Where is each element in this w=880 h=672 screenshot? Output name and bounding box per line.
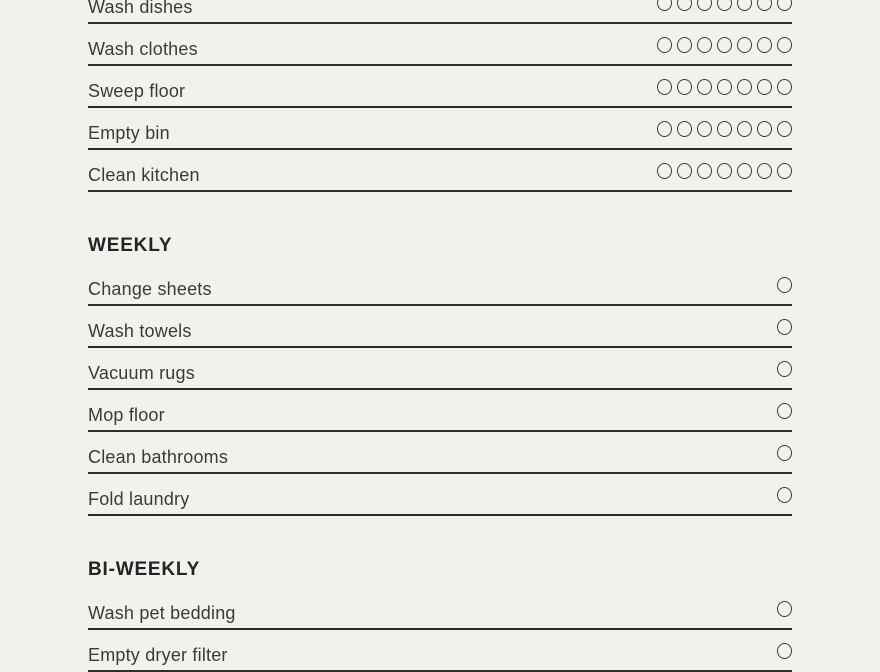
- checkbox-circle-icon[interactable]: [777, 403, 792, 419]
- checkbox-circle-icon[interactable]: [697, 0, 712, 11]
- checkbox-circle-icon[interactable]: [757, 37, 772, 53]
- task-label: Change sheets: [88, 279, 212, 299]
- checkbox-group: [777, 361, 792, 377]
- checklist: [88, 0, 792, 672]
- checkbox-circle-icon[interactable]: [737, 163, 752, 179]
- checkbox-circle-icon[interactable]: [657, 79, 672, 95]
- checklist-row: [88, 264, 792, 306]
- checkbox-circle-icon[interactable]: [777, 487, 792, 503]
- checkbox-circle-icon[interactable]: [717, 79, 732, 95]
- checkbox-group: [777, 487, 792, 503]
- checklist-row: [88, 432, 792, 474]
- checklist-row: [88, 306, 792, 348]
- checkbox-circle-icon[interactable]: [697, 79, 712, 95]
- checkbox-group: [657, 0, 792, 11]
- task-label: Clean bathrooms: [88, 447, 229, 467]
- checkbox-circle-icon[interactable]: [757, 121, 772, 137]
- checkbox-group: [777, 277, 792, 293]
- checkbox-circle-icon[interactable]: [757, 163, 772, 179]
- task-label: Empty dryer filter: [88, 645, 228, 665]
- section-title: WEEKLY: [88, 235, 173, 256]
- checkbox-group: [777, 319, 792, 335]
- checkbox-group: [777, 403, 792, 419]
- task-label: Vacuum rugs: [88, 363, 195, 383]
- task-label: Fold laundry: [88, 489, 190, 509]
- checkbox-circle-icon[interactable]: [777, 319, 792, 335]
- checkbox-group: [657, 163, 792, 179]
- checkbox-circle-icon[interactable]: [697, 163, 712, 179]
- checkbox-circle-icon[interactable]: [657, 37, 672, 53]
- checkbox-circle-icon[interactable]: [777, 163, 792, 179]
- checkbox-circle-icon[interactable]: [717, 121, 732, 137]
- task-label: Wash clothes: [88, 39, 198, 59]
- checkbox-circle-icon[interactable]: [657, 121, 672, 137]
- task-label: Empty bin: [88, 123, 170, 143]
- checkbox-group: [657, 37, 792, 53]
- task-label: Wash dishes: [88, 0, 193, 17]
- section-weekly: [88, 234, 792, 516]
- checkbox-circle-icon[interactable]: [677, 0, 692, 11]
- checkbox-circle-icon[interactable]: [777, 361, 792, 377]
- checkbox-circle-icon[interactable]: [737, 0, 752, 11]
- checklist-row: [88, 348, 792, 390]
- task-label: Mop floor: [88, 405, 165, 425]
- checkbox-circle-icon[interactable]: [777, 79, 792, 95]
- checkbox-circle-icon[interactable]: [757, 0, 772, 11]
- checkbox-circle-icon[interactable]: [677, 121, 692, 137]
- checkbox-circle-icon[interactable]: [677, 163, 692, 179]
- checkbox-circle-icon[interactable]: [737, 121, 752, 137]
- checkbox-circle-icon[interactable]: [777, 445, 792, 461]
- checkbox-circle-icon[interactable]: [777, 0, 792, 11]
- checklist-row: [88, 66, 792, 108]
- section-rows: [88, 588, 792, 672]
- section-bi-weekly: [88, 558, 792, 672]
- checkbox-circle-icon[interactable]: [757, 79, 772, 95]
- checklist-row: [88, 24, 792, 66]
- checklist-row: [88, 390, 792, 432]
- checklist-row: [88, 474, 792, 516]
- checkbox-group: [777, 445, 792, 461]
- checkbox-circle-icon[interactable]: [717, 37, 732, 53]
- checkbox-circle-icon[interactable]: [677, 79, 692, 95]
- checkbox-circle-icon[interactable]: [777, 121, 792, 137]
- checkbox-circle-icon[interactable]: [717, 0, 732, 11]
- checkbox-group: [777, 643, 792, 659]
- checkbox-circle-icon[interactable]: [777, 277, 792, 293]
- checklist-row: [88, 108, 792, 150]
- checkbox-group: [777, 601, 792, 617]
- checkbox-circle-icon[interactable]: [677, 37, 692, 53]
- task-label: Wash towels: [88, 321, 192, 341]
- checkbox-circle-icon[interactable]: [737, 79, 752, 95]
- checkbox-circle-icon[interactable]: [657, 163, 672, 179]
- checklist-row: [88, 630, 792, 672]
- checklist-row: [88, 0, 792, 24]
- section-daily: [88, 0, 792, 192]
- checkbox-group: [657, 121, 792, 137]
- checkbox-group: [657, 79, 792, 95]
- section-rows: [88, 0, 792, 192]
- checkbox-circle-icon[interactable]: [657, 0, 672, 11]
- section-rows: [88, 264, 792, 516]
- task-label: Clean kitchen: [88, 165, 200, 185]
- checkbox-circle-icon[interactable]: [697, 121, 712, 137]
- task-label: Wash pet bedding: [88, 603, 236, 623]
- checklist-row: [88, 588, 792, 630]
- checkbox-circle-icon[interactable]: [737, 37, 752, 53]
- checkbox-circle-icon[interactable]: [697, 37, 712, 53]
- checkbox-circle-icon[interactable]: [777, 601, 792, 617]
- checkbox-circle-icon[interactable]: [717, 163, 732, 179]
- checkbox-circle-icon[interactable]: [777, 643, 792, 659]
- section-title: BI-WEEKLY: [88, 559, 201, 580]
- task-label: Sweep floor: [88, 81, 186, 101]
- checkbox-circle-icon[interactable]: [777, 37, 792, 53]
- checklist-row: [88, 150, 792, 192]
